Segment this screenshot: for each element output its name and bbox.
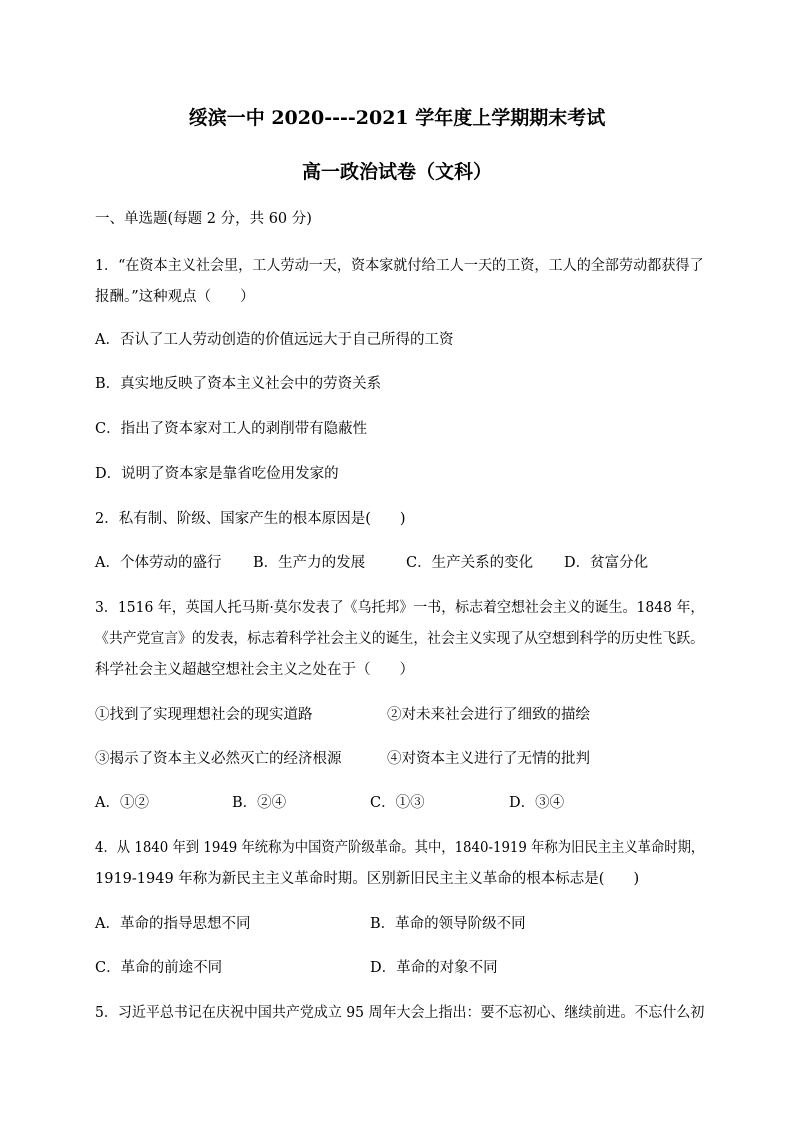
question-1-stem-line-1: 1．“在资本主义社会里，工人劳动一天，资本家就付给工人一天的工资，工人的全部劳动都获得了 (95, 258, 704, 274)
question-3-option-a: A．①② (95, 795, 149, 811)
question-3-stem-line-2: 《共产党宣言》的发表，标志着科学社会主义的诞生，社会主义实现了从空想到科学的历史性飞跃。 (95, 631, 704, 647)
question-3-option-d: D．③④ (509, 795, 565, 811)
question-3-option-c: C．①③ (370, 795, 425, 811)
question-4-option-b: B．革命的领导阶级不同 (370, 916, 526, 932)
exam-title: 绥滨一中 2020----2021 学年度上学期期末考试 (188, 107, 606, 129)
question-4-stem-line-1: 4．从 1840 年到 1949 年统称为中国资产阶级革命。其中，1840-1919 年称为旧民主主义革命时期， (95, 840, 705, 856)
question-4-stem-line-2: 1919-1949 年称为新民主主义革命时期。区别新旧民主主义革命的根本标志是( ) (95, 871, 640, 887)
question-4-option-d: D．革命的对象不同 (370, 960, 498, 976)
question-1-option-b: B．真实地反映了资本主义社会中的劳资关系 (95, 376, 382, 392)
question-2-option-d: D．贫富分化 (564, 555, 649, 571)
question-1-option-d: D．说明了资本家是靠省吃俭用发家的 (95, 466, 339, 482)
question-3-item-2: ②对未来社会进行了细致的描绘 (387, 707, 590, 723)
question-2-option-c: C．生产关系的变化 (406, 555, 534, 571)
question-2-option-a: A．个体劳动的盛行 (95, 555, 222, 571)
question-3-stem-line-3: 科学社会主义超越空想社会主义之处在于（ ） (95, 662, 414, 678)
question-4-option-c: C．革命的前途不同 (95, 960, 223, 976)
section-heading: 一、单选题(每题 2 分，共 60 分) (95, 211, 312, 227)
question-5-stem-line-1: 5．习近平总书记在庆祝中国共产党成立 95 周年大会上指出：要不忘初心、继续前进。不忘什么初 (95, 1005, 705, 1021)
question-3-option-b: B．②④ (232, 795, 287, 811)
question-2-stem: 2．私有制、阶级、国家产生的根本原因是( ) (95, 511, 406, 527)
question-3-item-3: ③揭示了资本主义必然灭亡的经济根源 (95, 751, 342, 767)
question-2-option-b: B．生产力的发展 (253, 555, 366, 571)
question-1-stem-line-2: 报酬。”这种观点（ ） (95, 289, 255, 305)
question-3-item-1: ①找到了实现理想社会的现实道路 (95, 707, 313, 723)
exam-subtitle: 高一政治试卷（文科） (301, 161, 492, 183)
question-4-option-a: A．革命的指导思想不同 (95, 916, 251, 932)
question-1-option-a: A．否认了工人劳动创造的价值远远大于自己所得的工资 (95, 332, 454, 348)
question-3-item-4: ④对资本主义进行了无情的批判 (387, 751, 590, 767)
question-3-stem-line-1: 3．1516 年，英国人托马斯·莫尔发表了《乌托邦》一书，标志着空想社会主义的诞生。1848 年， (95, 600, 705, 616)
question-1-option-c: C．指出了资本家对工人的剥削带有隐蔽性 (95, 421, 368, 437)
